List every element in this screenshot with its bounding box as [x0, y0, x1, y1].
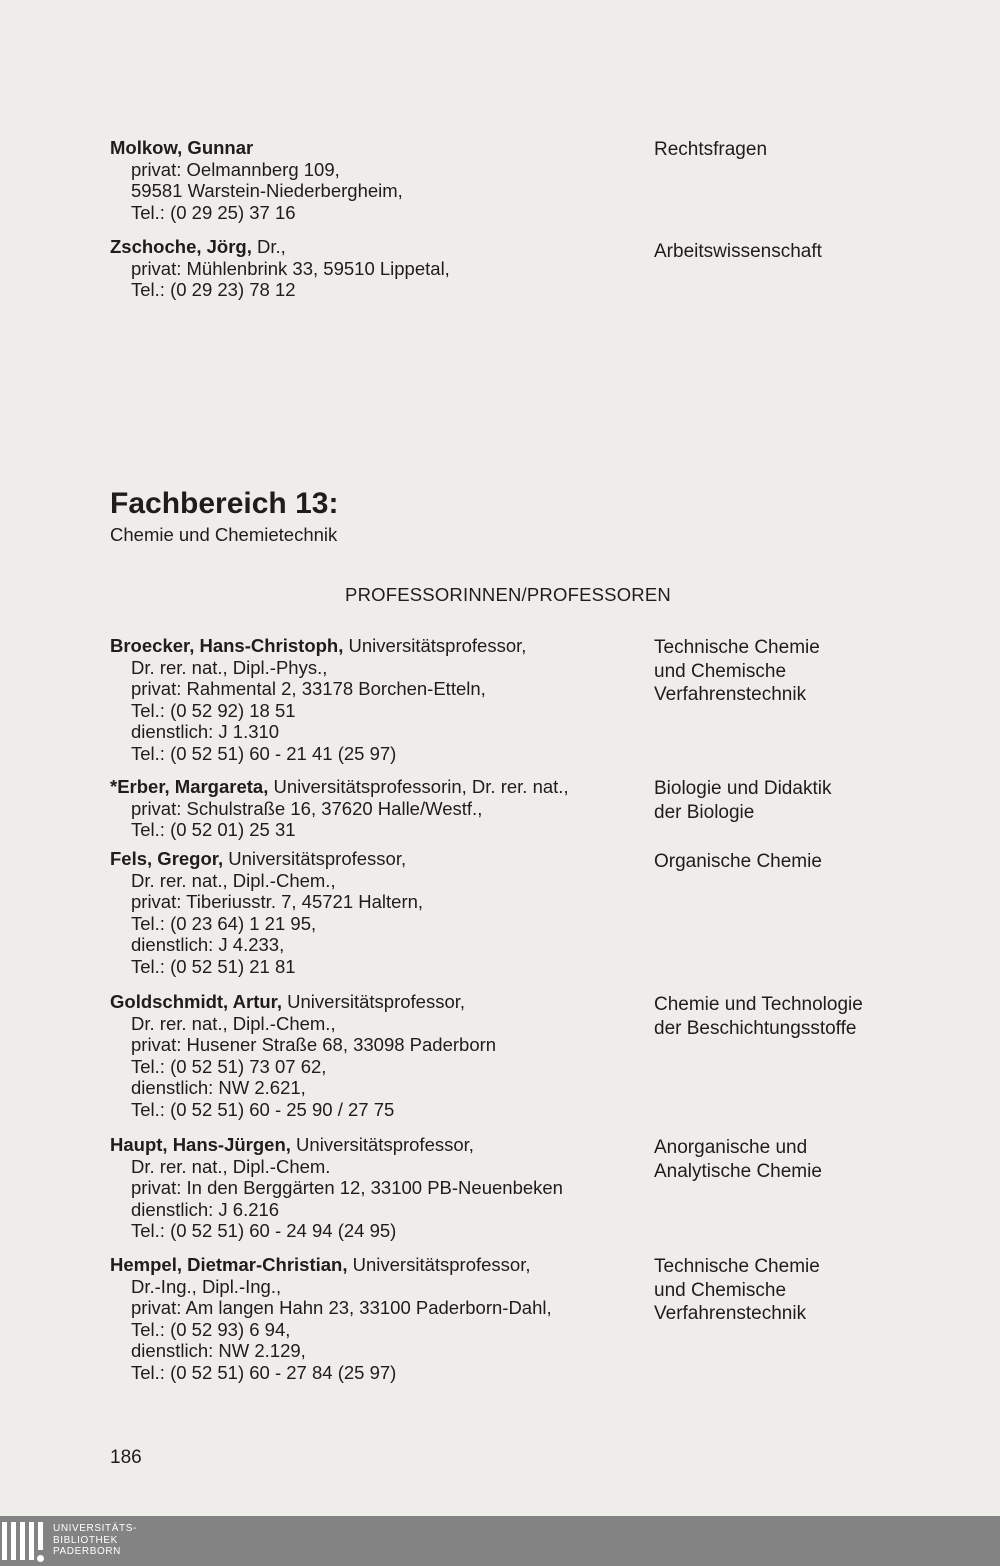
entry-first-line [110, 635, 650, 657]
entry-first-line [110, 991, 650, 1013]
subject-line: Organische Chemie [654, 851, 822, 872]
entry-line: Dr.-Ing., Dipl.-Ing., [131, 1275, 282, 1297]
entry-line: Tel.: (0 52 92) 18 51 [131, 699, 296, 721]
entry-details [110, 991, 650, 1120]
entry-line: Tel.: (0 52 51) 60 - 27 84 (25 97) [131, 1361, 397, 1383]
entry-line: Dr. rer. nat., Dipl.-Phys., [131, 656, 328, 678]
entry-first-line [110, 1134, 650, 1156]
entry-line: Dr. rer. nat., Dipl.-Chem., [131, 1012, 336, 1034]
subject-line: und Chemische [654, 660, 787, 682]
entry-line: Tel.: (0 29 23) 78 12 [131, 279, 296, 300]
page-number: 186 [110, 1447, 142, 1468]
entry-first-line [110, 137, 650, 159]
person-title: Universitätsprofessor, [223, 848, 407, 869]
section-title: PROFESSORINNEN/PROFESSOREN [345, 584, 671, 605]
entry-line: privat: Husener Straße 68, 33098 Paderborn [131, 1034, 497, 1055]
entry-first-line [110, 1254, 650, 1276]
subject-line: Chemie und Technologie [654, 994, 863, 1015]
subject-line: Verfahrenstechnik [654, 684, 807, 705]
subject-line: Arbeitswissenschaft [654, 241, 822, 262]
subject-field [654, 1255, 974, 1326]
entry-line: dienstlich: NW 2.621, [131, 1077, 306, 1098]
entry-details [110, 635, 650, 764]
subject-field [654, 636, 974, 707]
entry-line: Tel.: (0 52 51) 73 07 62, [131, 1055, 327, 1077]
subject-line: der Beschichtungsstoffe [654, 1017, 857, 1039]
subject-line: Analytische Chemie [654, 1160, 822, 1182]
subject-field [654, 993, 974, 1040]
logo-line: UNIVERSITÄTS- [53, 1523, 137, 1534]
entry-line: privat: Oelmannberg 109, [131, 158, 340, 180]
entry-first-line [110, 236, 650, 258]
subject-field [654, 1136, 974, 1183]
entry-details [110, 776, 650, 841]
entry-line: dienstlich: NW 2.129, [131, 1340, 306, 1361]
entry-line: privat: Am langen Hahn 23, 33100 Paderborn-Dahl, [131, 1297, 552, 1318]
person-name: Zschoche, Jörg, [110, 236, 252, 257]
entry-details [110, 1254, 650, 1383]
entry-line: Dr. rer. nat., Dipl.-Chem., [131, 869, 336, 891]
entry-line: Tel.: (0 29 25) 37 16 [131, 201, 296, 223]
library-footer [0, 1516, 1000, 1566]
library-logo-text [53, 1523, 137, 1558]
entry-line: privat: Tiberiusstr. 7, 45721 Haltern, [131, 891, 424, 912]
entry-line: privat: Rahmental 2, 33178 Borchen-Etteln, [131, 678, 486, 699]
entry-line: dienstlich: J 1.310 [131, 721, 280, 742]
person-title: Dr., [251, 236, 286, 257]
person-title: Universitätsprofessor, [282, 991, 466, 1012]
entry-line: 59581 Warstein-Niederbergheim, [131, 180, 403, 201]
subject-field [654, 850, 974, 874]
person-title: Universitätsprofessor, [290, 1134, 474, 1155]
person-name: *Erber, Margareta, [110, 776, 269, 797]
entry-line: privat: Schulstraße 16, 37620 Halle/Westf., [131, 797, 483, 819]
person-name: Broecker, Hans-Christoph, [110, 635, 344, 656]
entry-details [110, 848, 650, 977]
person-title: Universitätsprofessor, [347, 1254, 531, 1275]
entry-line: Dr. rer. nat., Dipl.-Chem. [131, 1155, 331, 1177]
subject-line: Technische Chemie [654, 637, 820, 658]
subject-line: und Chemische [654, 1279, 787, 1301]
entry-first-line [110, 776, 650, 798]
entry-details [110, 1134, 650, 1242]
entry-line: privat: Mühlenbrink 33, 59510 Lippetal, [131, 257, 450, 279]
person-title: Universitätsprofessor, [343, 635, 527, 656]
subject-line: Biologie und Didaktik [654, 778, 832, 799]
entry-line: Tel.: (0 52 93) 6 94, [131, 1318, 291, 1340]
person-name: Haupt, Hans-Jürgen, [110, 1134, 291, 1155]
entry-line: Tel.: (0 52 01) 25 31 [131, 819, 296, 840]
subject-line: Rechtsfragen [654, 139, 768, 160]
subject-field [654, 240, 974, 264]
subject-line: Anorganische und [654, 1137, 808, 1158]
entry-details [110, 236, 650, 301]
entry-line: privat: In den Berggärten 12, 33100 PB-Neuenbeken [131, 1177, 563, 1198]
subject-field [654, 138, 974, 162]
logo-line: PADERBORN [53, 1546, 122, 1557]
department-heading: Fachbereich 13: [110, 487, 339, 520]
entry-line: Tel.: (0 23 64) 1 21 95, [131, 912, 317, 934]
entry-line: Tel.: (0 52 51) 60 - 21 41 (25 97) [131, 742, 397, 764]
entry-line: dienstlich: J 6.216 [131, 1198, 280, 1220]
entry-line: Tel.: (0 52 51) 60 - 24 94 (24 95) [131, 1220, 397, 1241]
subject-line: Verfahrenstechnik [654, 1303, 807, 1324]
person-name: Hempel, Dietmar-Christian, [110, 1254, 348, 1275]
person-name: Fels, Gregor, [110, 848, 224, 869]
person-title: Universitätsprofessorin, Dr. rer. nat., [268, 776, 569, 797]
entry-line: Tel.: (0 52 51) 60 - 25 90 / 27 75 [131, 1098, 395, 1120]
library-logo-icon [0, 1516, 50, 1566]
subject-line: Technische Chemie [654, 1256, 820, 1277]
subject-line: der Biologie [654, 801, 755, 823]
subject-field [654, 777, 974, 824]
entry-line: Tel.: (0 52 51) 21 81 [131, 955, 296, 977]
entry-first-line [110, 848, 650, 870]
entry-line: dienstlich: J 4.233, [131, 934, 285, 955]
logo-line: BIBLIOTHEK [53, 1534, 118, 1546]
entry-details [110, 137, 650, 223]
person-name: Goldschmidt, Artur, [110, 991, 282, 1012]
person-name: Molkow, Gunnar [110, 137, 254, 158]
department-subheading: Chemie und Chemietechnik [110, 524, 338, 545]
